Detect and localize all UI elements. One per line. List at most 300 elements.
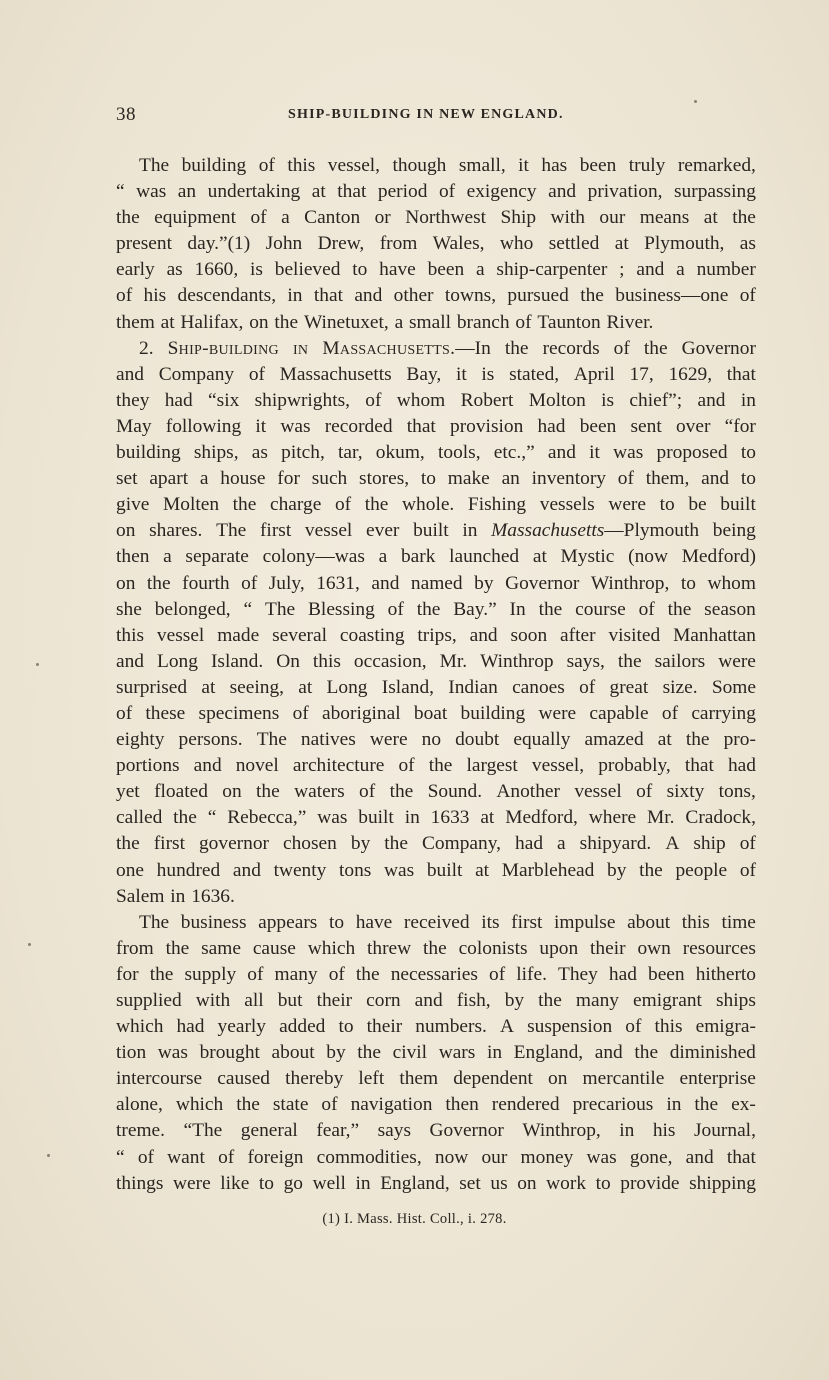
word: aboriginal	[322, 702, 401, 724]
word: the	[643, 337, 668, 359]
word: of	[739, 833, 756, 855]
word: the	[428, 755, 453, 777]
word: at	[475, 859, 490, 881]
word: this	[287, 155, 316, 176]
word: the	[732, 207, 756, 229]
word: Medford,	[505, 807, 578, 829]
word: on	[222, 781, 242, 803]
word: sixty	[666, 781, 705, 803]
text-line	[116, 1040, 756, 1066]
word: believed	[274, 259, 341, 281]
word: first	[153, 833, 185, 855]
word: and	[354, 285, 383, 307]
word: has	[541, 155, 568, 176]
text-line	[116, 1118, 756, 1144]
word: in	[287, 285, 303, 307]
word: Wales,	[432, 233, 485, 255]
text-line	[116, 936, 756, 962]
word: was	[136, 181, 167, 203]
word: supply	[184, 963, 237, 985]
text-line	[116, 779, 756, 805]
word: his	[652, 1120, 676, 1142]
word: colonists	[458, 937, 528, 959]
word: at	[703, 207, 718, 229]
word: the	[538, 990, 562, 1011]
word: give	[116, 494, 150, 516]
word: of	[334, 494, 352, 516]
word: in	[740, 389, 756, 411]
word: Governor	[429, 1120, 504, 1142]
word: to	[420, 468, 436, 490]
word: stores,	[359, 468, 410, 490]
word: of	[250, 207, 267, 229]
word: an	[177, 181, 197, 203]
word: and	[701, 468, 730, 490]
word: necessaries	[390, 963, 478, 985]
text-line	[116, 544, 756, 570]
word: the	[116, 833, 140, 855]
word: largest	[466, 755, 518, 777]
word: A	[665, 833, 680, 855]
word: Sound.	[427, 781, 483, 803]
word: a	[163, 546, 172, 568]
word: is	[250, 259, 263, 281]
word: a	[476, 259, 485, 281]
word: Governor	[505, 572, 580, 594]
word: the	[116, 207, 140, 229]
word: Massachusetts.—In	[322, 337, 491, 359]
word: of	[661, 702, 679, 724]
word: great	[609, 676, 649, 698]
word: intercourse	[116, 1068, 203, 1090]
word: and	[116, 363, 144, 385]
word: A	[499, 1016, 514, 1038]
word: vessel	[304, 520, 353, 542]
word: Canton	[304, 207, 361, 229]
text-line	[116, 753, 756, 779]
word: at	[614, 233, 629, 255]
text-line	[116, 388, 756, 414]
word: Manhattan	[673, 624, 756, 646]
word: amazed	[584, 729, 644, 751]
word: of	[137, 1146, 154, 1168]
word: small	[409, 311, 452, 333]
word: that	[726, 1146, 756, 1168]
text-line	[116, 153, 756, 179]
word: whom	[396, 389, 446, 411]
word: ;	[619, 259, 625, 281]
text-line	[116, 205, 756, 231]
word: thereby	[285, 1068, 344, 1090]
word: specimens	[198, 702, 280, 724]
word: the	[364, 494, 389, 516]
word: stated,	[509, 363, 560, 385]
word: sent	[630, 415, 662, 437]
text-line	[116, 1171, 756, 1197]
word: have	[379, 259, 416, 281]
word: of	[365, 389, 382, 411]
text-line	[116, 466, 756, 492]
word: to	[338, 1016, 354, 1038]
word: says,	[566, 650, 605, 672]
word: 1660,	[194, 259, 239, 281]
word: size.	[662, 676, 698, 698]
word: at	[311, 181, 326, 203]
word: Bay.”	[453, 598, 497, 620]
word: capable	[589, 702, 649, 724]
word: tools,	[438, 442, 481, 464]
word: okum,	[375, 442, 425, 464]
word: all	[244, 990, 264, 1011]
word: them	[116, 311, 155, 333]
text-line	[116, 675, 756, 701]
word: cause	[252, 937, 296, 959]
word: which	[307, 937, 356, 959]
word: and	[548, 181, 577, 203]
word: Governor	[681, 337, 756, 359]
text-line	[116, 649, 756, 675]
word: fish,	[456, 990, 491, 1011]
word: Winthrop	[480, 650, 554, 672]
word: fear,”	[316, 1120, 360, 1142]
word: go	[283, 1172, 303, 1194]
word: after	[560, 624, 596, 646]
word: was	[586, 1146, 617, 1168]
word: vessel,	[327, 155, 381, 176]
word: Long	[157, 650, 198, 672]
word: was	[613, 442, 644, 464]
word: had	[515, 833, 544, 855]
page-number: 38	[116, 104, 136, 125]
word: these	[145, 702, 186, 724]
word: set	[116, 468, 138, 490]
word: floated	[154, 781, 208, 803]
word: but	[277, 990, 303, 1011]
word: been	[579, 155, 617, 176]
word: shipping	[689, 1172, 756, 1194]
word: small,	[458, 155, 506, 176]
word: things	[116, 1172, 164, 1194]
word: had	[727, 755, 756, 777]
word: coasting	[339, 624, 405, 646]
word: “	[207, 807, 217, 829]
word: wars	[438, 1042, 476, 1064]
word: on	[548, 1068, 568, 1090]
word: pursued	[507, 285, 569, 307]
word: it	[589, 442, 600, 464]
word: eighty	[116, 729, 165, 751]
word: Marblehead	[501, 859, 595, 881]
word: present	[116, 233, 172, 255]
word: means	[639, 207, 690, 229]
word: Island.	[210, 650, 264, 672]
word: architecture	[292, 755, 385, 777]
word: tons,	[718, 781, 756, 803]
text-line	[116, 701, 756, 727]
word: The	[264, 598, 296, 620]
word: seeing,	[229, 676, 285, 698]
running-head: SHIP-BUILDING IN NEW ENGLAND.	[288, 107, 564, 122]
word: tons	[339, 859, 372, 881]
word: and	[116, 650, 144, 672]
word: descendants,	[177, 285, 277, 307]
word: at	[532, 546, 547, 568]
word: received	[403, 911, 470, 933]
word: like	[220, 1172, 250, 1194]
word: us	[490, 1172, 508, 1194]
word: Ship-building	[167, 337, 279, 359]
word: gone,	[629, 1146, 673, 1168]
word: visited	[608, 624, 661, 646]
word: the	[504, 337, 529, 359]
word: twenty	[273, 859, 327, 881]
word: Fishing	[467, 494, 527, 516]
word: though	[392, 155, 447, 176]
word: a	[378, 546, 388, 568]
word: treme.	[116, 1120, 165, 1142]
footnote: (1) I. Mass. Hist. Coll., i. 278.	[322, 1211, 507, 1227]
word: the	[173, 807, 197, 829]
word: that	[313, 285, 343, 307]
page-header	[116, 104, 756, 130]
word: Company,	[422, 833, 501, 855]
word: the	[165, 937, 190, 959]
word: it	[455, 363, 467, 385]
word: them	[399, 1068, 439, 1090]
word: 17,	[629, 363, 654, 385]
word: 1629,	[668, 363, 713, 385]
word: building	[116, 442, 181, 464]
word: had	[176, 1016, 205, 1038]
word: Winthrop,	[590, 572, 670, 594]
paper-speck	[28, 943, 31, 946]
word: diminished	[669, 1042, 756, 1064]
word: the	[634, 1042, 659, 1064]
text-line	[116, 179, 756, 205]
word: in	[619, 1120, 635, 1142]
text-line	[116, 884, 756, 910]
text-line	[116, 336, 756, 362]
word: appears	[258, 911, 318, 933]
word: alone,	[116, 1094, 163, 1116]
word: built	[358, 807, 394, 829]
word: of	[398, 755, 415, 777]
word: 1631,	[316, 572, 360, 594]
word: at	[201, 676, 216, 698]
text-line	[116, 1014, 756, 1040]
word: Mr.	[647, 807, 675, 829]
word: being	[712, 520, 756, 542]
word: and	[232, 859, 261, 881]
word: Robert	[460, 389, 514, 411]
word: house	[220, 468, 266, 490]
word: launched	[449, 546, 520, 568]
word: the	[149, 963, 174, 985]
word: threw	[367, 937, 412, 959]
word: pro-	[723, 729, 756, 751]
word: John	[265, 233, 303, 255]
word: records	[542, 337, 600, 359]
word: 1636.	[191, 885, 235, 907]
word: rendered	[491, 1094, 560, 1116]
word: about	[627, 911, 671, 933]
word: ever	[366, 520, 400, 542]
word: been	[579, 415, 617, 437]
word: England,	[380, 1172, 450, 1194]
word: was	[384, 859, 415, 881]
word: several	[272, 624, 327, 646]
word: caused	[217, 1068, 271, 1090]
word: was	[280, 415, 311, 437]
word: on	[116, 572, 136, 594]
word: were	[608, 494, 646, 516]
word: hitherto	[695, 963, 756, 985]
word: Northwest	[405, 207, 487, 229]
word: ships	[716, 990, 756, 1011]
word: had	[537, 415, 566, 437]
word: at	[480, 807, 495, 829]
word: provision	[450, 415, 524, 437]
word: governor	[198, 833, 269, 855]
word: boat	[413, 702, 448, 724]
word: On	[276, 650, 300, 672]
text-line	[116, 858, 756, 884]
word: Ship	[500, 207, 537, 229]
word: left	[358, 1068, 385, 1090]
word: the	[416, 598, 441, 620]
word: for	[116, 963, 139, 985]
word: shares.	[149, 520, 203, 542]
word: trips,	[417, 624, 457, 646]
word: chief”;	[629, 389, 683, 411]
word: in	[666, 1094, 682, 1116]
word: their	[316, 990, 353, 1011]
text-line	[116, 1066, 756, 1092]
word: first	[511, 911, 543, 933]
text-line	[116, 727, 756, 753]
word: precarious	[572, 1094, 654, 1116]
word: to	[352, 259, 368, 281]
word: to	[258, 1172, 275, 1194]
word: and	[469, 624, 498, 646]
word: with	[195, 990, 231, 1011]
word: that	[406, 415, 436, 437]
word: canoes	[512, 676, 565, 698]
word: and	[414, 990, 443, 1011]
word: where	[588, 807, 637, 829]
text-line	[116, 962, 756, 988]
word: of	[617, 468, 634, 490]
word: of	[258, 155, 275, 176]
word: building	[460, 702, 526, 724]
word: Mr.	[439, 650, 468, 672]
word: The	[139, 155, 170, 176]
word: Winthrop,	[522, 1120, 601, 1142]
word: named	[410, 572, 463, 594]
word: pitch,	[281, 442, 325, 464]
word: bark	[400, 546, 436, 568]
word: the	[384, 833, 408, 855]
word: in	[292, 337, 309, 359]
word: “for	[724, 415, 756, 437]
word: had	[164, 389, 193, 411]
word: the	[274, 311, 299, 333]
word: by	[326, 1042, 346, 1064]
word: equally	[513, 729, 571, 751]
word: Bay,	[406, 363, 442, 385]
paper-speck	[47, 1154, 50, 1157]
word: soon	[510, 624, 548, 646]
word: May	[116, 415, 152, 437]
word: Rebecca,”	[227, 807, 307, 829]
word: she	[116, 598, 142, 620]
word: it	[255, 415, 267, 437]
word: at	[298, 676, 313, 698]
word: apart	[149, 468, 189, 490]
word: to	[595, 1172, 611, 1194]
word: many	[274, 963, 318, 985]
word: the	[232, 494, 257, 516]
word: was	[157, 1042, 188, 1064]
word: the	[580, 285, 604, 307]
word: the	[639, 859, 663, 881]
text-line	[116, 910, 756, 936]
word: period	[377, 181, 428, 203]
text-line	[116, 597, 756, 623]
word: ships,	[193, 442, 239, 464]
text-line	[116, 1145, 756, 1171]
word: of	[116, 702, 133, 724]
word: want	[167, 1146, 205, 1168]
text-line	[116, 571, 756, 597]
word: upon	[539, 937, 579, 959]
word: on	[116, 520, 136, 542]
word: sailors	[654, 650, 706, 672]
word: supplied	[116, 990, 182, 1011]
word: built	[426, 859, 463, 881]
word: “The	[183, 1120, 223, 1142]
word: belonged,	[154, 598, 231, 620]
word: vessels	[539, 494, 595, 516]
word: an	[501, 468, 520, 490]
word: tar,	[338, 442, 363, 464]
word: and	[697, 389, 726, 411]
word: In	[509, 598, 526, 620]
text-line	[116, 440, 756, 466]
word: ship	[693, 833, 726, 855]
word: the	[357, 1042, 381, 1064]
word: of	[579, 676, 596, 698]
word: Taunton	[537, 311, 601, 333]
text-line	[116, 988, 756, 1014]
paper-speck	[36, 663, 39, 666]
word: Long	[326, 676, 368, 698]
word: waters	[294, 781, 345, 803]
word: proposed	[656, 442, 728, 464]
text-line	[116, 492, 756, 518]
word: “	[116, 181, 125, 203]
word: July,	[268, 572, 305, 594]
word: the	[355, 963, 380, 985]
word: of	[248, 363, 265, 385]
word: our	[599, 207, 626, 229]
word: Blessing	[308, 598, 375, 620]
word: first	[259, 520, 292, 542]
word: people	[675, 859, 728, 881]
text-line	[116, 362, 756, 388]
word: hundred	[156, 859, 221, 881]
word: the	[694, 1094, 719, 1116]
